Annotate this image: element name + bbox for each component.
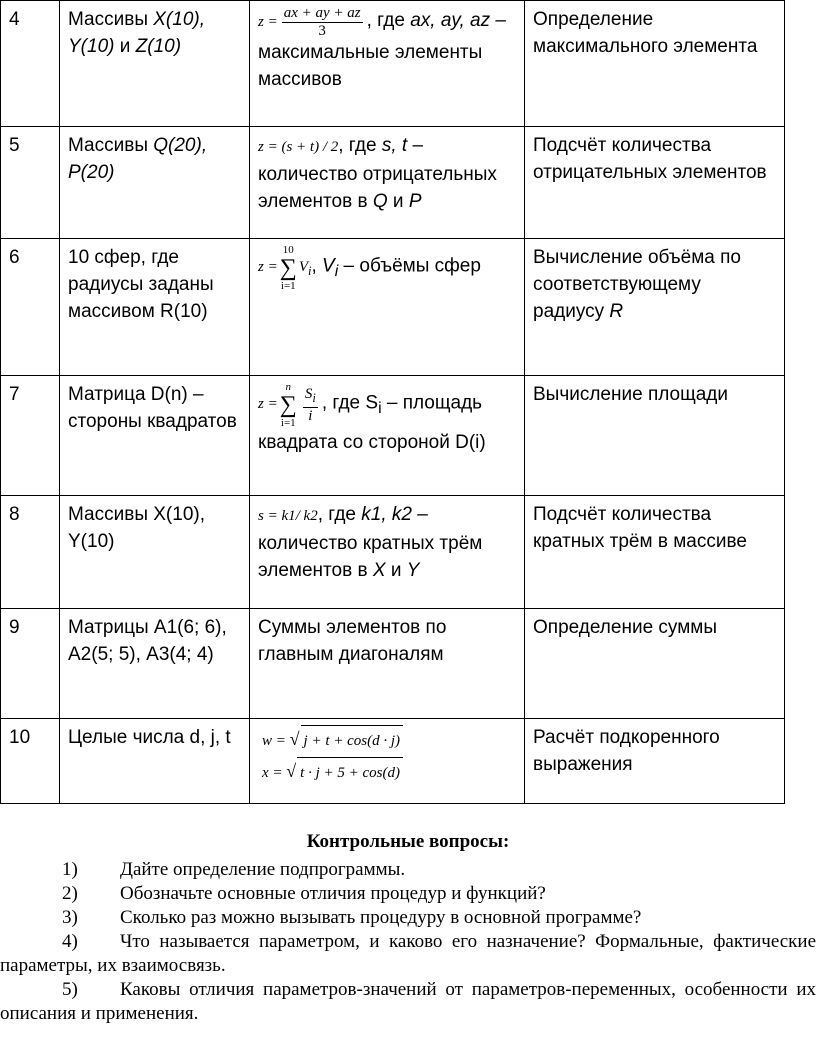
formula-cell: z = 10 ∑ i=1 $V_i$, $V_i$ – объёмы сфер [250, 239, 525, 376]
row-number: 5 [1, 127, 60, 239]
input-data-cell: Массивы X(10), Y(10) и Z(10) [60, 1, 250, 127]
purpose-cell: Определение суммы [525, 609, 785, 719]
formula-cell: s = k1/ k2, где k1, k2 – количество кратных трём элементов в X и Y [250, 496, 525, 609]
table-row [1, 609, 785, 719]
formula: s = k1/ k2 [258, 508, 318, 524]
row-number: 6 [1, 239, 60, 376]
formula-cell: z = (s + t) / 2, где s, t – количество отрицательных элементов в Q и P [250, 127, 525, 239]
formula: z = (s + t) / 2 [258, 139, 339, 155]
row-number: 8 [1, 496, 60, 609]
row-number: 10 [1, 719, 60, 804]
formula-cell: Суммы элементов по главным диагоналям [250, 609, 525, 719]
row-number: 7 [1, 376, 60, 496]
formula-cell: z = n ∑ i=1 $\frac{S_i}{i}$ , где $S_i$ – площадь квадрата со стороной D(i) [250, 376, 525, 496]
table-row [1, 127, 785, 239]
purpose-cell: Определение максимального элемента [525, 1, 785, 127]
row-number: 9 [1, 609, 60, 719]
formula: z = n ∑ i=1 $\frac{S_i}{i}$ [258, 381, 316, 429]
input-data-cell: 10 сфер, где радиусы заданы массивом R(10) [60, 239, 250, 376]
list-item: 5) Каковы отличия параметров-значений от параметров-переменных, особенности их описания и применения. [0, 979, 816, 1024]
input-data-cell: Матрицы А1(6; 6), А2(5; 5), А3(4; 4) [60, 609, 250, 719]
formula: z = $\frac{ax + ay + az}{3}$ [258, 5, 361, 39]
formula: w = √ j + t + cos(d · j) x = √ t · j + 5 + cos(d) [258, 724, 516, 788]
input-data-cell: Массивы Q(20), P(20) [60, 127, 250, 239]
purpose-cell: Расчёт подкоренного выражения [525, 719, 785, 804]
control-questions [0, 830, 816, 1026]
row-number: 4 [1, 1, 60, 127]
table-row [1, 1, 785, 127]
table-row [1, 239, 785, 376]
purpose-cell: Вычисление площади [525, 376, 785, 496]
purpose-cell: Вычисление объёма по соответствующему радиусу R [525, 239, 785, 376]
formula-cell [250, 719, 525, 804]
purpose-cell: Подсчёт количества кратных трём в массиве [525, 496, 785, 609]
list-item: 3) Сколько раз можно вызывать процедуру в основной программе? [62, 907, 642, 928]
input-data-cell: Матрица D(n) – стороны квадратов [60, 376, 250, 496]
table-row [1, 376, 785, 496]
table-row [1, 719, 785, 804]
formula: z = 10 ∑ i=1 $V_i$ [258, 244, 312, 292]
input-data-cell: Целые числа d, j, t [60, 719, 250, 804]
list-item: 1) Дайте определение подпрограммы. [62, 859, 406, 880]
list-item: 4) Что называется параметром, и каково его назначение? Формальные, фактические параметры, их взаимосвязь. [0, 931, 816, 976]
purpose-cell: Подсчёт количества отрицательных элементов [525, 127, 785, 239]
input-data-cell: Массивы X(10), Y(10) [60, 496, 250, 609]
formula-cell: z = $\frac{ax + ay + az}{3}$ , где ax, ay, az – максимальные элементы массивов [250, 1, 525, 127]
table-row [1, 496, 785, 609]
section-title: Контрольные вопросы: [306, 831, 510, 852]
list-item: 2) Обозначьте основные отличия процедур и функций? [62, 883, 546, 904]
